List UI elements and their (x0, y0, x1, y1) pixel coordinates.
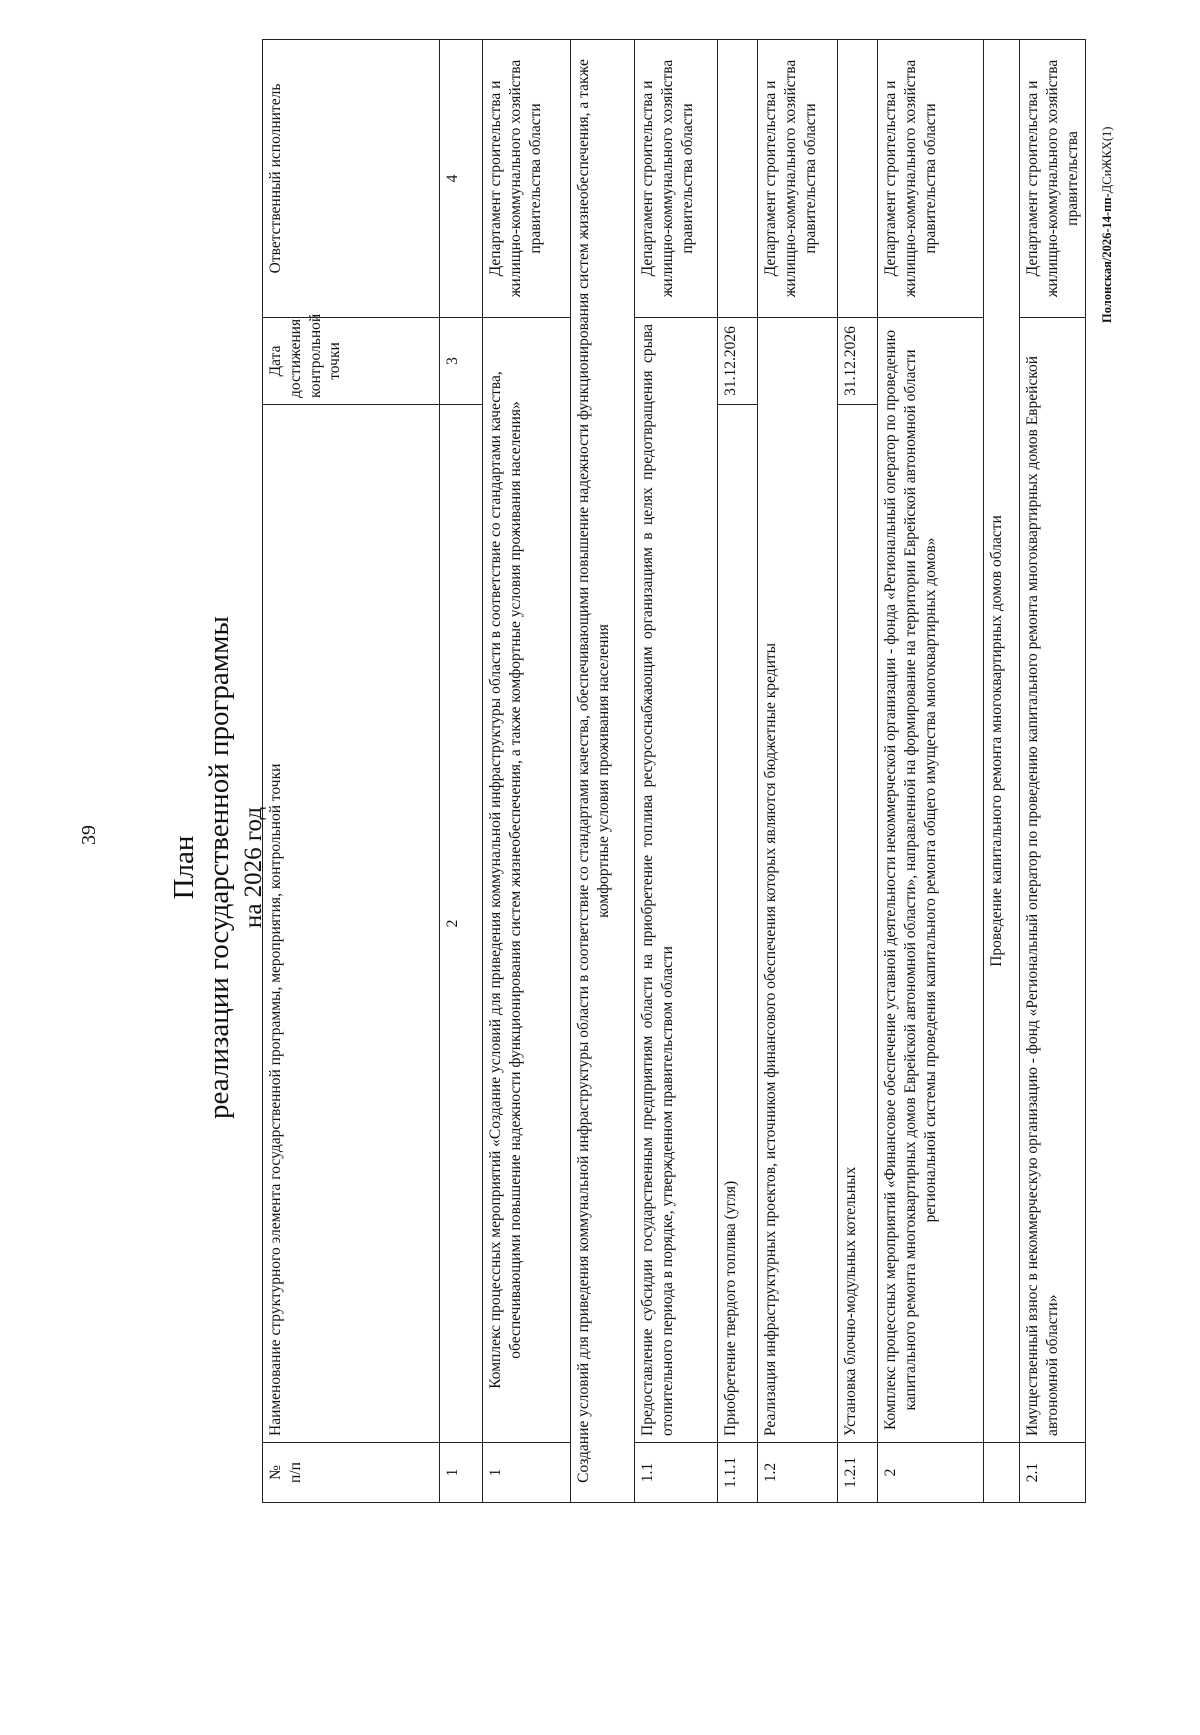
index-cell: 2 (440, 404, 483, 1442)
row-number: 1.2.1 (838, 1443, 878, 1503)
footer-code: ДСиЖКХ(1) (1100, 126, 1114, 194)
document-year: на 2026 год (240, 806, 267, 929)
footer-reference (1100, 127, 1115, 323)
row-executor: Департамент строительства и жилищно-коммунального хозяйства правительства области (878, 39, 984, 317)
header-name: Наименование структурного элемента государственной программы, мероприятия, контрольной точки (263, 404, 440, 1442)
row-name: Приобретение твердого топлива (угля) (718, 404, 758, 1442)
task-text: Проведение капитального ремонта многоквартирных домов области (984, 39, 1020, 1442)
row-date: 31.12.2026 (838, 317, 878, 404)
index-row (440, 39, 483, 1502)
row-number: 1 (483, 1443, 571, 1503)
plan-table (262, 39, 1086, 1503)
row-name: Установка блочно-модульных котельных (838, 404, 878, 1442)
row-name: Реализация инфраструктурных проектов, источником финансового обеспечения которых являются бюджетные кредиты (758, 317, 838, 1442)
row-name: Комплекс процессных мероприятий «Создание условий для приведения коммунальной инфраструктуры области в соответствие со стандартами качества, обеспечивающими повышение надежности функционирования систем жизнеобеспечения, а также комфортные условия проживания населения» (483, 317, 571, 1442)
row-executor: Департамент строительства и жилищно-коммунального хозяйства правительства области (635, 39, 718, 317)
row-number: 2 (878, 1443, 984, 1503)
task-row (571, 39, 635, 1502)
table-row (483, 39, 571, 1502)
table-row (838, 39, 878, 1502)
row-number: 1.2 (758, 1443, 838, 1503)
row-name: Предоставление субсидии государственным предприятиям области на приобретение топлива ресурсоснабжающим организациям в целях предотвращения срыва отопительного периода в порядке, утвержденном правительством области (635, 317, 718, 1442)
index-cell: 1 (440, 1443, 483, 1503)
header-num: № п/п (263, 1443, 440, 1503)
row-date: 31.12.2026 (718, 317, 758, 404)
footer-author: Полонская/2026-14-пп- (1100, 193, 1114, 323)
header-date: Дата достижения контрольной точки (263, 317, 440, 404)
document-title: План (168, 835, 200, 900)
row-name: Имущественный взнос в некоммерческую организацию - фонд «Региональный оператор по проведению капитального ремонта многоквартирных домов Еврейской автономной области» (1020, 317, 1086, 1442)
header-executor: Ответственный исполнитель (263, 39, 440, 317)
task-row (984, 39, 1020, 1502)
task-text: Создание условий для приведения коммунальной инфраструктуры области в соответствие со стандартами качества, обеспечивающими повышение надежности функционирования систем жизнеобеспечения, а также комфортные условия проживания населения (571, 39, 635, 1502)
header-row (263, 39, 440, 1502)
task-num-empty (984, 1443, 1020, 1503)
row-executor: Департамент строительства и жилищно-коммунального хозяйства правительства области (483, 39, 571, 317)
index-cell: 3 (440, 317, 483, 404)
row-executor-empty (718, 39, 758, 317)
table-row (718, 39, 758, 1502)
table-row (758, 39, 838, 1502)
document-subtitle: реализации государственной программы (203, 616, 235, 1119)
row-executor: Департамент строительства и жилищно-коммунального хозяйства правительства (1020, 39, 1086, 317)
row-name: Комплекс процессных мероприятий «Финансовое обеспечение уставной деятельности некоммерческой организации - фонда «Региональный оператор по проведению капитального ремонта многоквартирных домов Еврейской автономной области», направленной на формирование на территории Еврейской автономной области региональной системы проведения капитального ремонта общего имущества многоквартирных домов» (878, 317, 984, 1442)
table-row (635, 39, 718, 1502)
row-executor: Департамент строительства и жилищно-коммунального хозяйства правительства области (758, 39, 838, 317)
page-number: 39 (78, 825, 100, 845)
index-cell: 4 (440, 39, 483, 317)
row-number: 2.1 (1020, 1443, 1086, 1503)
table-row (1020, 39, 1086, 1502)
table-row (878, 39, 984, 1502)
row-number: 1.1 (635, 1443, 718, 1503)
row-executor-empty (838, 39, 878, 317)
row-number: 1.1.1 (718, 1443, 758, 1503)
